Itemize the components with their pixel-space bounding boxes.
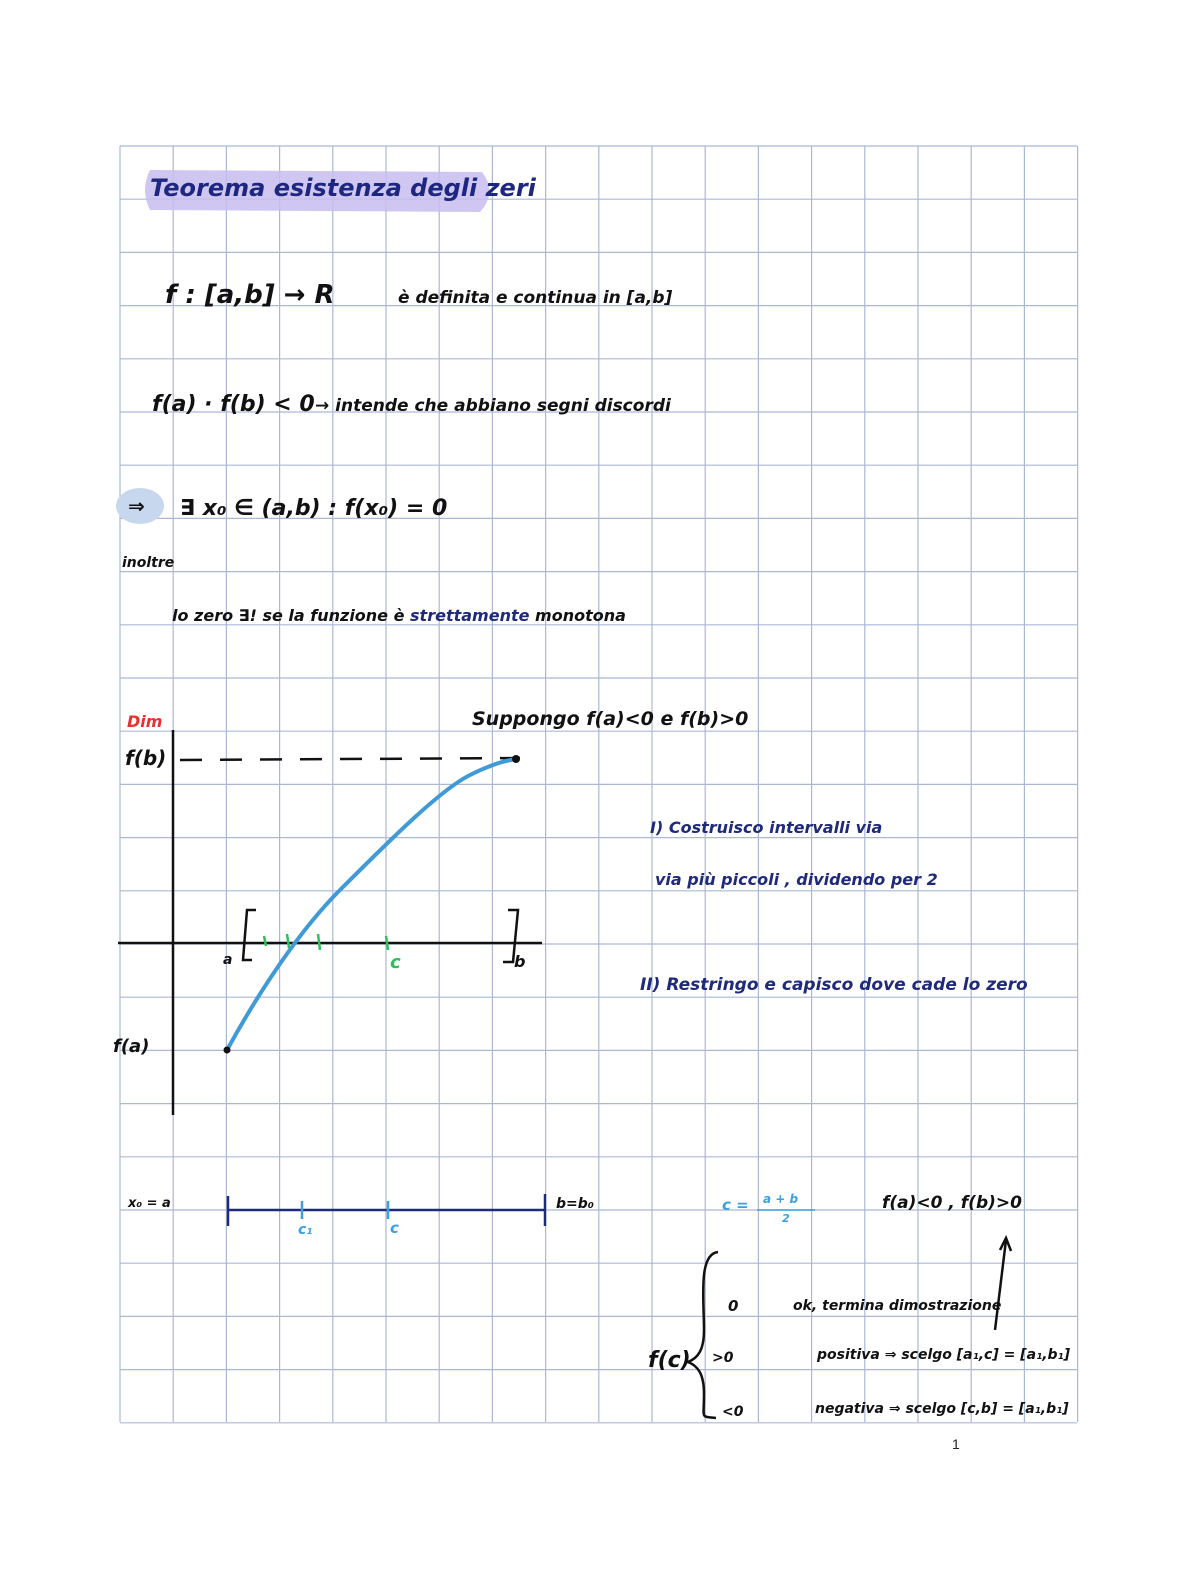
fc-label: f(c) [648, 1348, 691, 1373]
dim-label: Dim [127, 712, 163, 731]
b-label: b [514, 952, 526, 971]
c-def-den: 2 [782, 1212, 790, 1225]
fb-dashed-line [180, 758, 520, 760]
product-note: → intende che abbiano segni discordi [315, 396, 671, 416]
page-number: 1 [952, 1436, 960, 1452]
inoltre-label: inoltre [122, 555, 175, 571]
definition-line: f : [a,b] → R [165, 280, 335, 310]
step2-line: II) Restringo e capisco dove cade lo zero [640, 975, 1028, 995]
fb-label: f(b) [125, 746, 167, 770]
cases-brace [688, 1252, 718, 1418]
product-line: f(a) · f(b) < 0 [152, 392, 315, 417]
x0-label: x₀ = a [128, 1196, 171, 1211]
up-arrow-shaft [995, 1240, 1006, 1330]
definition-note: è definita e continua in [a,b] [398, 288, 673, 308]
function-curve [227, 759, 518, 1050]
step1-line-b: via più piccoli , dividendo per 2 [655, 870, 938, 889]
curve-start-point [224, 1047, 231, 1054]
unique-line [172, 606, 626, 625]
unique-highlight: strettamente [410, 606, 530, 625]
case-zero-note: ok, termina dimostrazione [793, 1298, 1002, 1314]
bottom-c-label: c [390, 1219, 399, 1237]
suppongo-text: Suppongo f(a)<0 e f(b)>0 [472, 708, 749, 730]
case-neg-note: negativa ⇒ scelgo [c,b] = [a₁,b₁] [815, 1401, 1069, 1417]
signs-text: f(a)<0 , f(b)>0 [882, 1193, 1022, 1213]
c-label: c [390, 952, 401, 973]
case-pos-note: positiva ⇒ scelgo [a₁,c] = [a₁,b₁] [817, 1347, 1071, 1363]
c-def-num: a + b [763, 1192, 799, 1206]
step1-line-a: I) Costruisco intervalli via [650, 818, 883, 837]
left-bracket [243, 910, 256, 960]
conclusion-line: ∃ x₀ ∈ (a,b) : f(x₀) = 0 [180, 496, 448, 521]
unique-end: monotona [535, 606, 626, 625]
a-label: a [223, 952, 233, 968]
curve-end-point [512, 755, 520, 763]
case-pos: >0 [712, 1350, 734, 1366]
c1-label: c₁ [298, 1222, 313, 1238]
case-neg: <0 [722, 1404, 744, 1420]
fa-label: f(a) [113, 1036, 150, 1057]
implies-symbol: ⇒ [128, 494, 145, 518]
b0-label: b=b₀ [556, 1196, 594, 1212]
unique-text: lo zero ∃! se la funzione è [172, 606, 405, 625]
page-title: Teorema esistenza degli zeri [150, 174, 536, 202]
c-def-left: c = [722, 1196, 749, 1214]
case-zero: 0 [728, 1297, 739, 1315]
